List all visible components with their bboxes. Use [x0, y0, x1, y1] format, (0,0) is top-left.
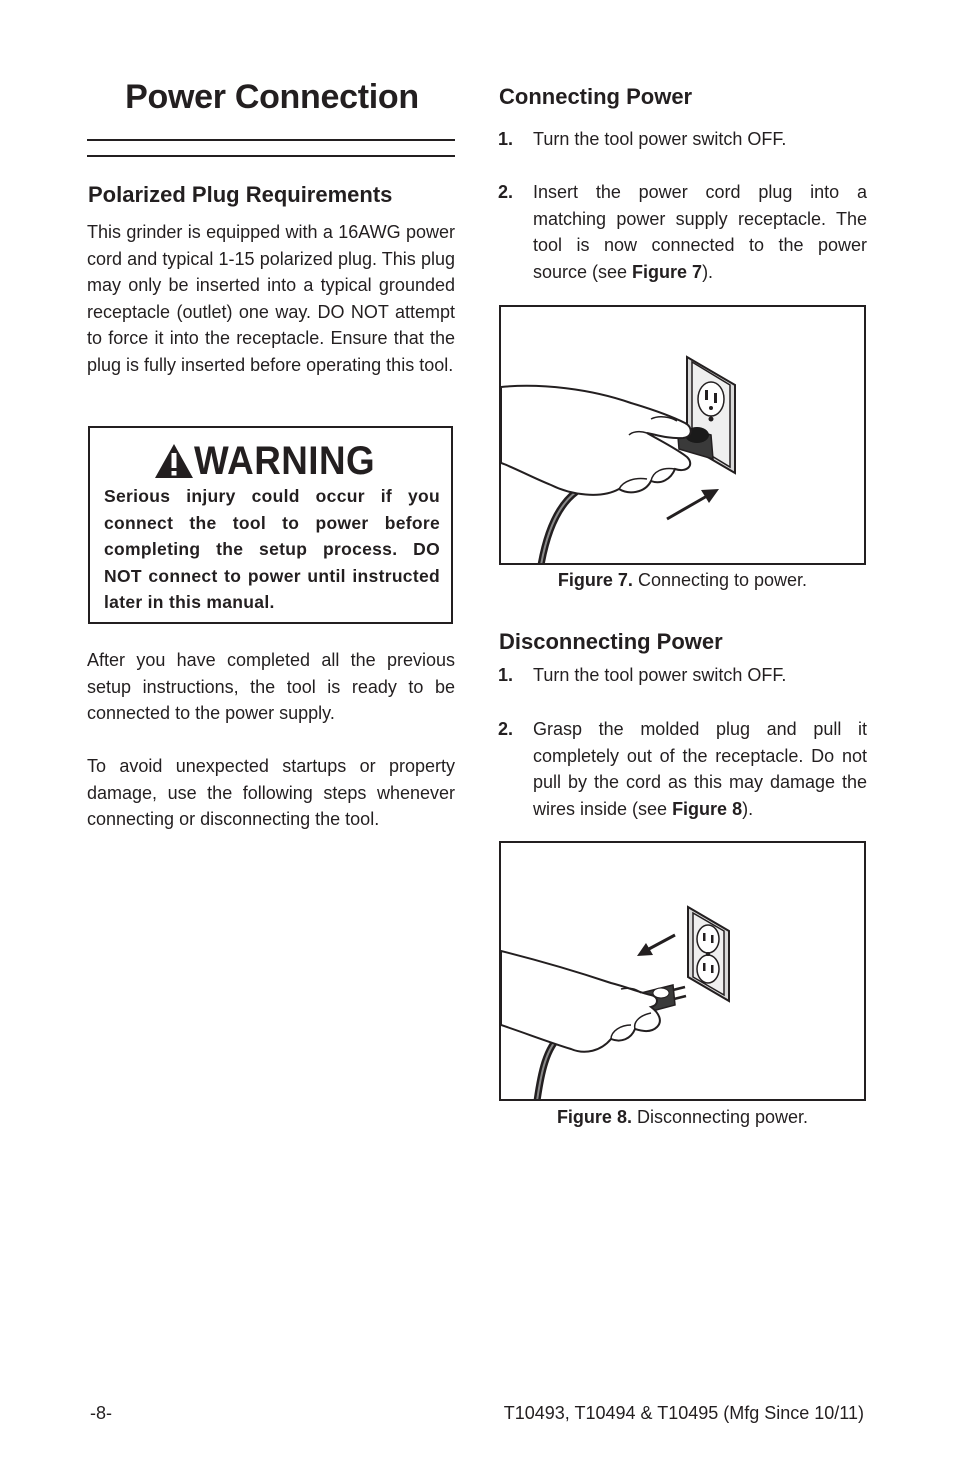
outlet-plate-icon — [688, 907, 729, 1001]
connecting-step-2 — [498, 179, 868, 285]
disconnecting-step-1 — [498, 662, 868, 689]
title-rule-top — [87, 139, 455, 141]
figure-8-image — [499, 841, 866, 1101]
avoid-startups-paragraph: To avoid unexpected startups or property damage, use the following steps whenever connecting or disconnecting the tool. — [87, 756, 455, 829]
step-text: Turn the tool power switch OFF. — [533, 665, 787, 685]
figure-7-caption: Figure 7. Connecting to power. — [557, 570, 808, 590]
disconnecting-power-heading: Disconnecting Power — [499, 629, 723, 654]
ready-paragraph: After you have completed all the previous setup instructions, the tool is ready to be connected to the power supply. — [87, 650, 455, 723]
page-title: Power Connection — [125, 78, 419, 116]
step-number: 1. — [498, 665, 514, 685]
model-numbers: T10493, T10494 & T10495 (Mfg Since 10/11) — [503, 1403, 864, 1423]
polarized-plug-heading: Polarized Plug Requirements — [88, 182, 393, 207]
step-number: 2. — [498, 182, 514, 202]
step-text: Grasp the molded plug and pull it completely out of the receptacle. Do not pull by the cord as this may damage the wires inside (see Figure 8). — [533, 719, 867, 819]
hand-icon — [501, 951, 660, 1052]
connecting-power-heading: Connecting Power — [499, 84, 693, 109]
figure-7-image — [499, 305, 866, 565]
step-number: 1. — [498, 129, 514, 149]
figure-8-caption: Figure 8. Disconnecting power. — [556, 1107, 809, 1127]
connecting-step-1 — [498, 126, 868, 153]
disconnecting-step-2 — [498, 716, 868, 822]
push-arrow-icon — [667, 489, 719, 519]
page-number: -8- — [90, 1403, 112, 1423]
step-text: Turn the tool power switch OFF. — [533, 129, 787, 149]
title-rule-bottom — [87, 155, 455, 157]
warning-label: WARNING — [194, 439, 376, 483]
polarized-plug-text: This grinder is equipped with a 16AWG power cord and typical 1-15 polarized plug. This plug may only be inserted into a typical grounded receptacle (outlet) one way. DO NOT attempt to force it into the receptacle. Ensure that the plug is fully inserted before operating this tool. — [87, 222, 455, 375]
step-number: 2. — [498, 719, 514, 739]
figure-reference: Figure 7 — [632, 261, 703, 282]
warning-box — [88, 426, 453, 624]
figure-reference: Figure 8 — [672, 798, 743, 819]
hand-icon — [501, 386, 691, 495]
step-text: Insert the power cord plug into a matching power supply receptacle. The tool is now connected to the power source (see Figure 7). — [533, 182, 867, 282]
warning-text: Serious injury could occur if you connect the tool to power before completing the setup process. DO NOT connect to power until instructed later in this manual. — [104, 486, 440, 612]
warning-triangle-icon — [154, 443, 194, 479]
pull-arrow-icon — [637, 935, 675, 956]
warning-header — [154, 440, 391, 482]
